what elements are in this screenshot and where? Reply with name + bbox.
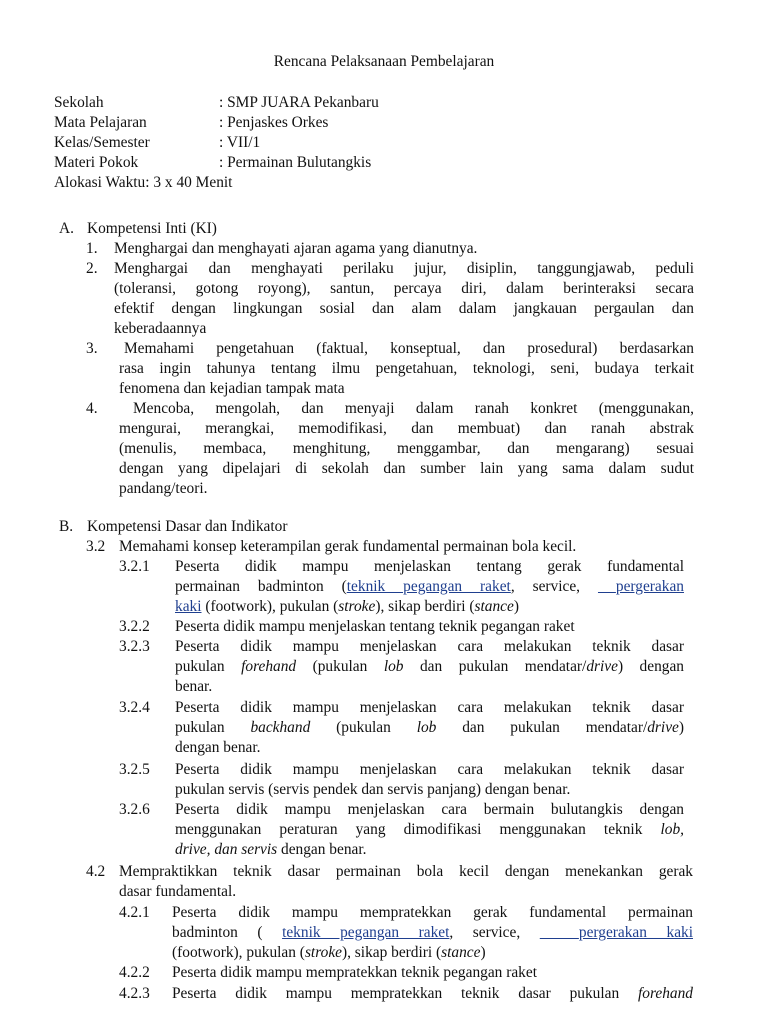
indicator-number: 3.2.3 [119,638,150,655]
ki-line: efektif dengan lingkungan sosial dan alam dalam jangkauan pergaulan dan [114,300,694,317]
indicator-line: badminton ( teknik pegangan raket, service, pergerakan kaki [172,924,693,941]
indicator-number: 3.2.1 [119,558,150,575]
kd-line: dasar fundamental. [119,883,237,900]
kd-line: Mempraktikkan teknik dasar permainan bola kecil dengan menekankan gerak [119,863,693,880]
indicator-3-2-1 [175,557,684,617]
indicator-number: 3.2.4 [119,699,150,716]
indicator-4-2-3 [172,984,693,1004]
indicator-line: menggunakan peraturan yang dimodifikasi menggunakan teknik lob, [175,821,684,838]
indicator-line: Peserta didik mampu menjelaskan cara bermain bulutangkis dengan [175,801,684,818]
indicator-number: 4.2.2 [119,964,150,981]
ki-line: Menghargai dan menghayati ajaran agama yang dianutnya. [114,240,478,257]
indicator-line: benar. [175,678,213,695]
identity-row-subject [54,113,329,133]
indicator-number: 3.2.6 [119,801,150,818]
indicator-3-2-3 [175,637,684,697]
indicator-line: kaki (footwork), pukulan (stroke), sikap berdiri (stance) [175,598,519,615]
indicator-line: Peserta didik mampu menjelaskan cara melakukan teknik dasar [175,761,684,778]
indicator-3-2-6 [175,800,684,860]
kd-4-2 [119,862,693,902]
section-title: Kompetensi Inti (KI) [87,220,217,237]
ki-line: dengan yang dipelajari di sekolah dan sumber lain yang sama dalam sudut [119,460,694,477]
ki-line: (toleransi, gotong royong), santun, percaya diri, dalam berinteraksi secara [114,280,694,297]
identity-label: Materi Pokok [54,154,139,171]
indicator-line: Peserta didik mampu menjelaskan tentang teknik pegangan raket [175,618,575,635]
ki-item-number: 2. [86,260,98,277]
ki-item-4 [119,399,694,499]
identity-row-topic [54,153,372,173]
indicator-3-2-2 [175,617,684,637]
ki-line: Memahami pengetahuan (faktual, konseptual, dan prosedural) berdasarkan [124,340,694,357]
indicator-line: (footwork), pukulan (stroke), sikap berdiri (stance) [172,944,486,961]
indicator-line: pukulan servis (servis pendek dan servis panjang) dengan benar. [175,781,571,798]
identity-value: : VII/1 [219,134,261,151]
indicator-number: 4.2.1 [119,904,150,921]
ki-item-number: 1. [86,240,98,257]
indicator-line: drive, dan servis dengan benar. [175,841,367,858]
ki-item-2 [114,259,694,339]
document-title: Rencana Pelaksanaan Pembelajaran [273,53,495,70]
section-b-heading [59,517,288,537]
ki-item-1 [114,239,694,259]
identity-label: Kelas/Semester [54,134,150,151]
indicator-number: 3.2.2 [119,618,150,635]
identity-value: : Permainan Bulutangkis [219,154,372,171]
identity-value: : SMP JUARA Pekanbaru [219,94,379,111]
indicator-4-2-1 [172,903,693,963]
ki-item-number: 3. [86,340,98,357]
kd-number: 3.2 [86,538,106,555]
ki-line: Mencoba, mengolah, dan menyaji dalam ranah konkret (menggunakan, [133,400,694,417]
ki-line: pandang/teori. [119,480,208,497]
identity-value: : Penjaskes Orkes [219,114,329,131]
link-teknik-pegangan-raket[interactable]: teknik pegangan raket [346,578,511,595]
indicator-number: 4.2.3 [119,985,150,1002]
identity-label: Sekolah [54,94,104,111]
section-letter: B. [59,518,74,535]
identity-row-time [54,173,232,193]
indicator-line: pukulan forehand (pukulan lob dan pukulan mendatar/drive) dengan [175,658,685,675]
indicator-4-2-2 [172,963,693,983]
ki-item-3 [119,339,694,399]
section-letter: A. [59,220,74,237]
indicator-number: 3.2.5 [119,761,150,778]
identity-label: Mata Pelajaran [54,114,147,131]
ki-line: (menulis, membaca, menghitung, menggambar, dan mengarang) sesuai [119,440,694,457]
indicator-line: Peserta didik mampu mempratekkan gerak fundamental permainan [172,904,693,921]
indicator-line: Peserta didik mampu menjelaskan cara melakukan teknik dasar [175,699,684,716]
link-kaki[interactable]: kaki [175,598,202,615]
ki-line: Menghargai dan menghayati perilaku jujur, disiplin, tanggungjawab, peduli [114,260,694,277]
indicator-3-2-5 [175,760,684,800]
indicator-line: dengan benar. [175,739,261,756]
kd-text: Memahami konsep keterampilan gerak fundamental permainan bola kecil. [119,538,577,555]
ki-line: mengurai, merangkai, memodifikasi, dan membuat) dan ranah abstrak [119,420,694,437]
ki-item-number: 4. [86,400,98,417]
link-pergerakan-kaki[interactable]: pergerakan kaki [578,924,693,941]
indicator-3-2-4 [175,698,684,758]
indicator-line: permainan badminton (teknik pegangan raket, service, pergerakan [175,578,684,595]
section-a-heading [59,219,217,239]
indicator-line: Peserta didik mampu menjelaskan tentang gerak fundamental [175,558,684,575]
time-allocation: Alokasi Waktu: 3 x 40 Menit [54,174,233,191]
indicator-line: pukulan backhand (pukulan lob dan pukulan mendatar/drive) [175,719,684,736]
indicator-line: Peserta didik mampu mempratekkan teknik dasar pukulan forehand [172,985,693,1002]
identity-block [54,93,379,193]
ki-line: fenomena dan kejadian tampak mata [119,380,345,397]
indicator-line: Peserta didik mampu mempratekkan teknik pegangan raket [172,964,537,981]
ki-line: rasa ingin tahunya tentang ilmu pengetahuan, teknologi, seni, budaya terkait [119,360,694,377]
indicator-line: Peserta didik mampu menjelaskan cara melakukan teknik dasar [175,638,684,655]
link-pergerakan-kaki[interactable]: pergerakan [615,578,684,595]
ki-line: keberadaannya [114,320,207,337]
identity-row-class [54,133,261,153]
kd-number: 4.2 [86,863,106,880]
link-teknik-pegangan-raket[interactable]: teknik pegangan raket [282,924,450,941]
identity-row-school [54,93,379,113]
section-title: Kompetensi Dasar dan Indikator [87,518,288,535]
